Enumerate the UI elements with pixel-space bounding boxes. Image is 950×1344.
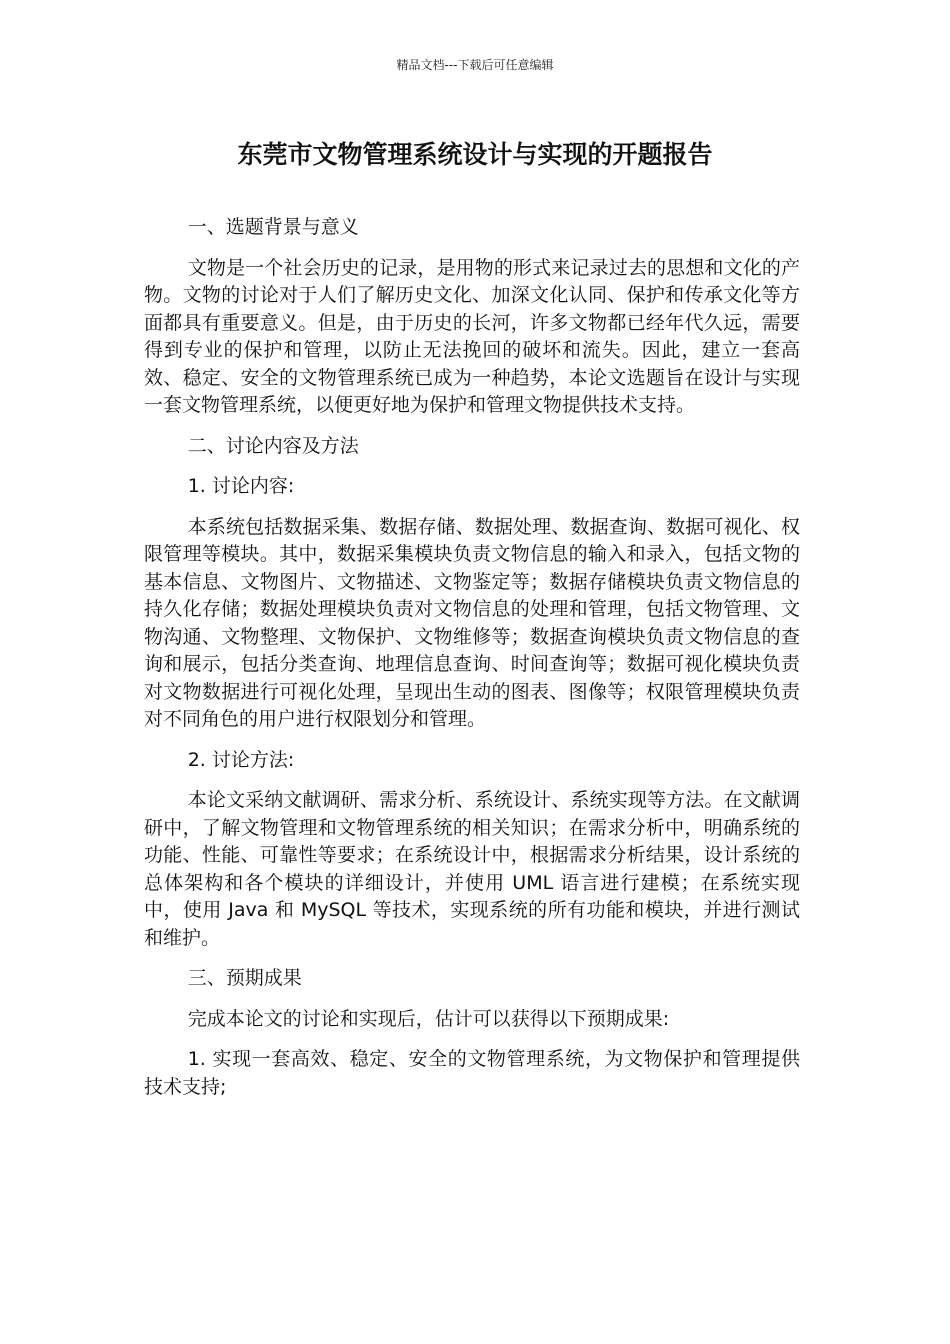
page-header: 精品文档---下载后可任意编辑: [396, 58, 554, 72]
paragraph-method: 本论文采纳文献调研、需求分析、系统设计、系统实现等方法。在文献调研中，了解文物管理和文物管理系统的相关知识；在需求分析中，明确系统的功能、性能、可靠性等要求；在系统设计中，根据需求分析结果，设计系统的总体架构和各个模块的详细设计，并使用 UML 语言进行建模；在系统实现中，使用 Java 和 MySQL 等技术，实现系统的所有功能和模块，并进行测试和维护。: [144, 789, 800, 949]
paragraph-content: 本系统包括数据采集、数据存储、数据处理、数据查询、数据可视化、权限管理等模块。其中，数据采集模块负责文物信息的输入和录入，包括文物的基本信息、文物图片、文物描述、文物鉴定等；数据存储模块负责文物信息的持久化存储；数据处理模块负责对文物信息的处理和管理，包括文物管理、文物沟通、文物整理、文物保护、文物维修等；数据查询模块负责文物信息的查询和展示，包括分类查询、地理信息查询、时间查询等；数据可视化模块负责对文物数据进行可视化处理，呈现出生动的图表、图像等；权限管理模块负责对不同角色的用户进行权限划分和管理。: [144, 515, 800, 730]
section-heading-results: 三、预期成果: [187, 967, 302, 989]
document-body: [144, 214, 800, 1114]
paragraph-results-intro: 完成本论文的讨论和实现后，估计可以获得以下预期成果:: [187, 1007, 670, 1030]
section-heading-background: 一、选题背景与意义: [187, 216, 359, 238]
paragraph-background: 文物是一个社会历史的记录，是用物的形式来记录过去的思想和文化的产物。文物的讨论对于人们了解历史文化、加深文化认同、保护和传承文化等方面都具有重要意义。但是，由于历史的长河，许多文物都已经年代久远，需要得到专业的保护和管理，以防止无法挽回的破坏和流失。因此，建立一套高效、稳定、安全的文物管理系统已成为一种趋势，本论文选题旨在设计与实现一套文物管理系统，以便更好地为保护和管理文物提供技术支持。: [144, 256, 800, 416]
subheading-method: 2. 讨论方法:: [187, 748, 295, 771]
list-item-result-1: 1. 实现一套高效、稳定、安全的文物管理系统，为文物保护和管理提供技术支持;: [144, 1048, 800, 1098]
section-heading-content-method: 二、讨论内容及方法: [187, 434, 359, 457]
document-title: 东莞市文物管理系统设计与实现的开题报告: [237, 140, 713, 169]
subheading-content: 1. 讨论内容:: [187, 475, 295, 497]
